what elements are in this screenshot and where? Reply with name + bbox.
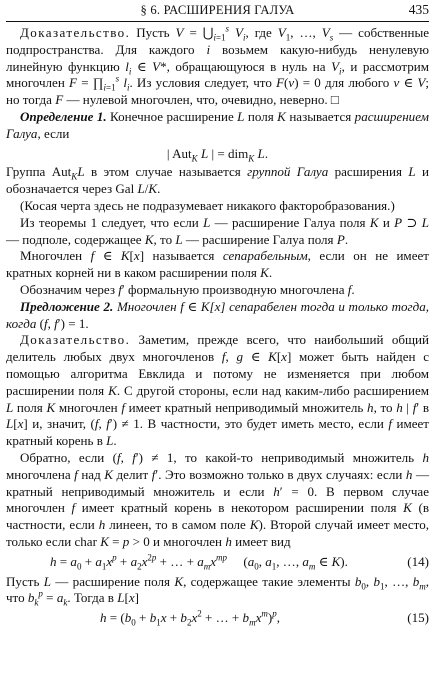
- converse-paragraph: Обратно, если (f, f′) ≠ 1, то какой-то неприводимый множитель h многочлена f над K делит f′. Это возможно только в двух случаях: если h — кратный неприводимый множитель и если h′ = 0. В первом случае многочлен f имеет кратный корень в некотором расширении поля K (в частности, если h линеен, то в самом поле K). Второй случай имеет место, только если char K = p > 0 и многочлен h имеет вид: [6, 449, 430, 549]
- page-number: 435: [408, 2, 429, 17]
- running-header: [6, 2, 429, 22]
- proof-paragraph: Доказательство. Пусть $V = ⋃_{i=1}^s$ $V_i$, где $V_1$, …, $V_s$ — собственные подпространства. Для каждого i возьмем какую-нибудь ненулевую линейную функцию $l_i$ ∈ V*, обращающуюся в нуль на $V_i$, и рассмотрим многочлен $F = \prod_{i=1}^s$ $l_i$. Из условия следует, что F(v) = 0 для любого v ∈ V; но тогда F — нулевой многочлен, что, очевидно, неверно. □: [6, 23, 429, 108]
- theorem-consequence-paragraph: Из теоремы 1 следует, что если L — расширение Галуа поля K и P ⊃ L — подполе, содержащее K, то L — расширение Галуа поля P.: [6, 214, 429, 247]
- section-title: § 6. РАСШИРЕНИЯ ГАЛУА: [140, 3, 295, 17]
- separable-definition: Многочлен f ∈ K[x] называется сепарабельным, если он не имеет кратных корней ни в каком расширении поля K.: [6, 248, 429, 281]
- remark-paragraph: (Косая черта здесь не подразумевает никакого факторобразования.): [20, 197, 395, 213]
- galois-group-paragraph: Группа Aut$_K$L в этом случае называется группой Галуа расширения L и обозначается через Gal L/K.: [6, 164, 430, 197]
- derivative-notation: Обозначим через f′ формальную производную многочлена f.: [20, 281, 355, 297]
- page-body: [6, 25, 429, 630]
- formula-galois: | Aut$_K$ L | = dim$_K$ L.: [166, 145, 269, 164]
- extension-paragraph: Пусть L — расширение поля K, содержащее такие элементы $b_0$, $b_1$, …, $b_m$, что $b_k^p = a_k$. Тогда в L[x]: [6, 573, 430, 608]
- proof-2-paragraph: Доказательство. Заметим, прежде всего, что наибольший общий делитель любых двух многочленов f, g ∈ K[x] может быть найден с помощью алгоритма Евклида и потому не изменяется при любом расширении поля K. С другой стороны, если над каким-либо расширением L поля K многочлен f имеет кратный неприводимый множитель h, то h | f′ в L[x] и, значит, (f, f′) ≠ 1. В частности, это будет иметь место, если f имеет кратный корень в L.: [6, 332, 430, 449]
- proposition-2: Предложение 2. Многочлен f ∈ K[x] сепарабелен тогда и только тогда, когда (f, f′) = 1.: [6, 298, 430, 331]
- formula-14: $h = a_0 + a_1x^p + a_2x^{2p}$ + … + $a_mx^{mp}$ ($a_0$, $a_1$, …, $a_m$ ∈ K). (14): [50, 552, 429, 572]
- definition-1: Определение 1. Конечное расширение L поля K называется расширением Галуа, если: [6, 108, 429, 141]
- formula-15: $h = (b_0 + b_1x + b_2x^2$ + … + $b_mx^m)^p$, (15): [100, 608, 429, 628]
